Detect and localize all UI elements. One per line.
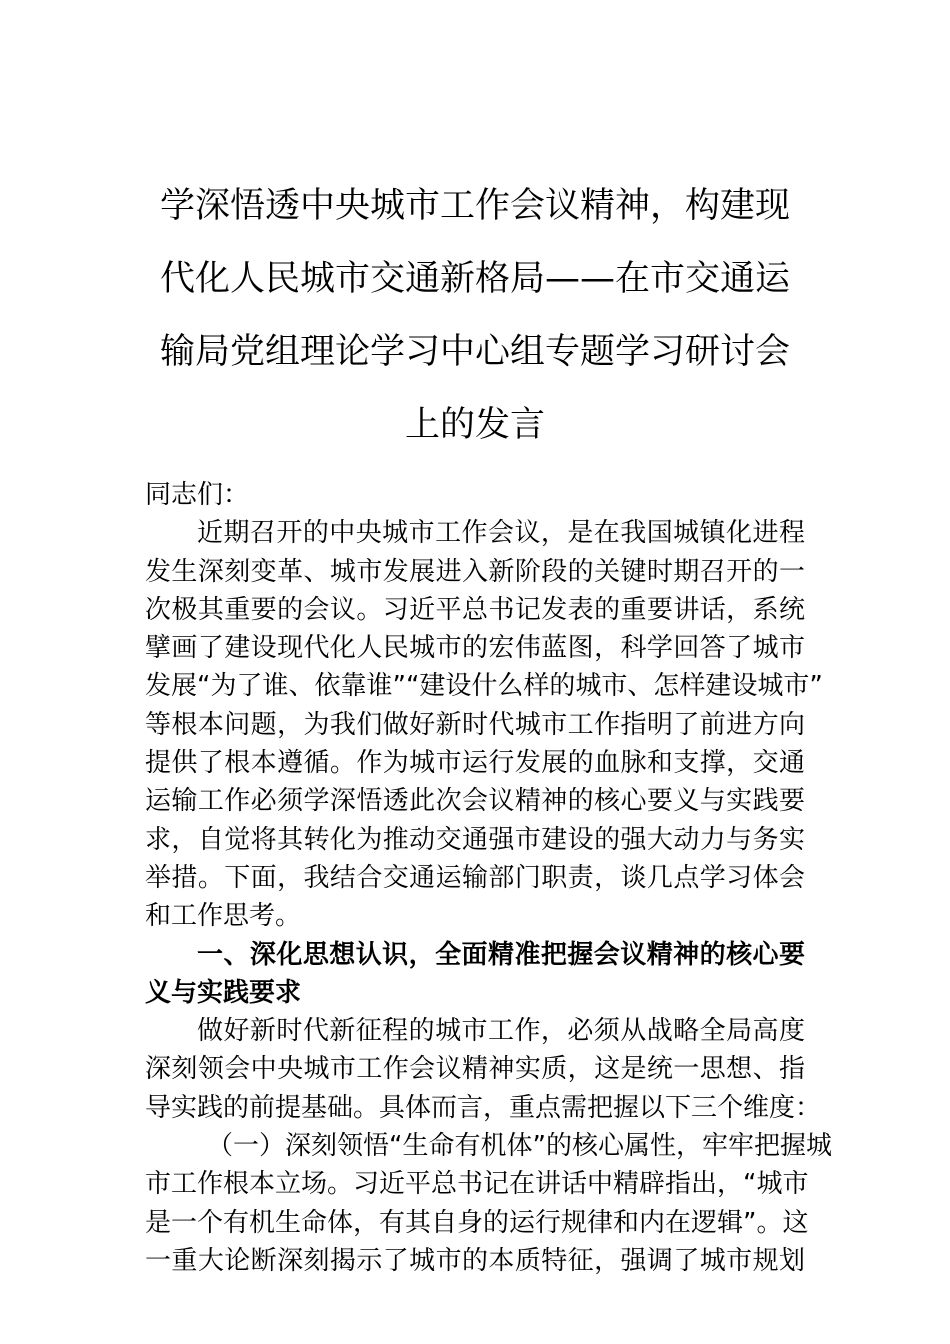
- text-line: 举措。下面，我结合交通运输部门职责，谈几点学习体会: [145, 862, 805, 893]
- text-line: 市工作根本立场。习近平总书记在讲话中精辟指出，“城市: [145, 1169, 809, 1200]
- text-line: （一）深刻领悟“生命有机体”的核心属性，牢牢把握城: [207, 1131, 832, 1162]
- title-line: 输局党组理论学习中心组专题学习研讨会: [159, 332, 790, 372]
- section-heading: [145, 936, 805, 1013]
- text-line: 一重大论断深刻揭示了城市的本质特征，强调了城市规划: [145, 1245, 805, 1276]
- text-line: 提供了根本遵循。作为城市运行发展的血脉和支撑，交通: [145, 748, 805, 779]
- salutation: 同志们：: [145, 480, 250, 510]
- text-line: 和工作思考。: [145, 901, 302, 932]
- text-line: 等根本问题，为我们做好新时代城市工作指明了前进方向: [145, 709, 805, 740]
- text-line: 导实践的前提基础。具体而言，重点需把握以下三个维度：: [145, 1092, 822, 1123]
- document-body: [145, 476, 832, 1280]
- text-line: 擘画了建设现代化人民城市的宏伟蓝图，科学回答了城市: [145, 633, 805, 664]
- document-title: [140, 170, 810, 462]
- text-line: 次极其重要的会议。习近平总书记发表的重要讲话，系统: [145, 594, 805, 625]
- text-line: 近期召开的中央城市工作会议，是在我国城镇化进程: [197, 518, 805, 549]
- text-line: 求，自觉将其转化为推动交通强市建设的强大动力与务实: [145, 824, 805, 855]
- title-line: 代化人民城市交通新格局——在市交通运: [159, 259, 790, 299]
- text-line: 做好新时代新征程的城市工作，必须从战略全局高度: [197, 1016, 805, 1047]
- paragraph-organism: [145, 1127, 832, 1280]
- paragraph-intro: [145, 514, 823, 935]
- title-line: 学深悟透中央城市工作会议精神，构建现: [159, 186, 790, 226]
- text-line: 深刻领会中央城市工作会议精神实质，这是统一思想、指: [145, 1054, 805, 1085]
- text-line: 发生深刻变革、城市发展进入新阶段的关键时期召开的一: [145, 556, 805, 587]
- text-line: 发展“为了谁、依靠谁”“建设什么样的城市、怎样建设城市”: [145, 671, 823, 702]
- heading-line: 义与实践要求: [145, 977, 302, 1008]
- paragraph-dimensions: [145, 1012, 822, 1127]
- text-line: 运输工作必须学深悟透此次会议精神的核心要义与实践要: [145, 786, 805, 817]
- heading-line: 一、深化思想认识，全面精准把握会议精神的核心要: [197, 939, 805, 970]
- title-line: 上的发言: [404, 405, 545, 445]
- text-line: 是一个有机生命体，有其自身的运行规律和内在逻辑”。这: [145, 1207, 809, 1238]
